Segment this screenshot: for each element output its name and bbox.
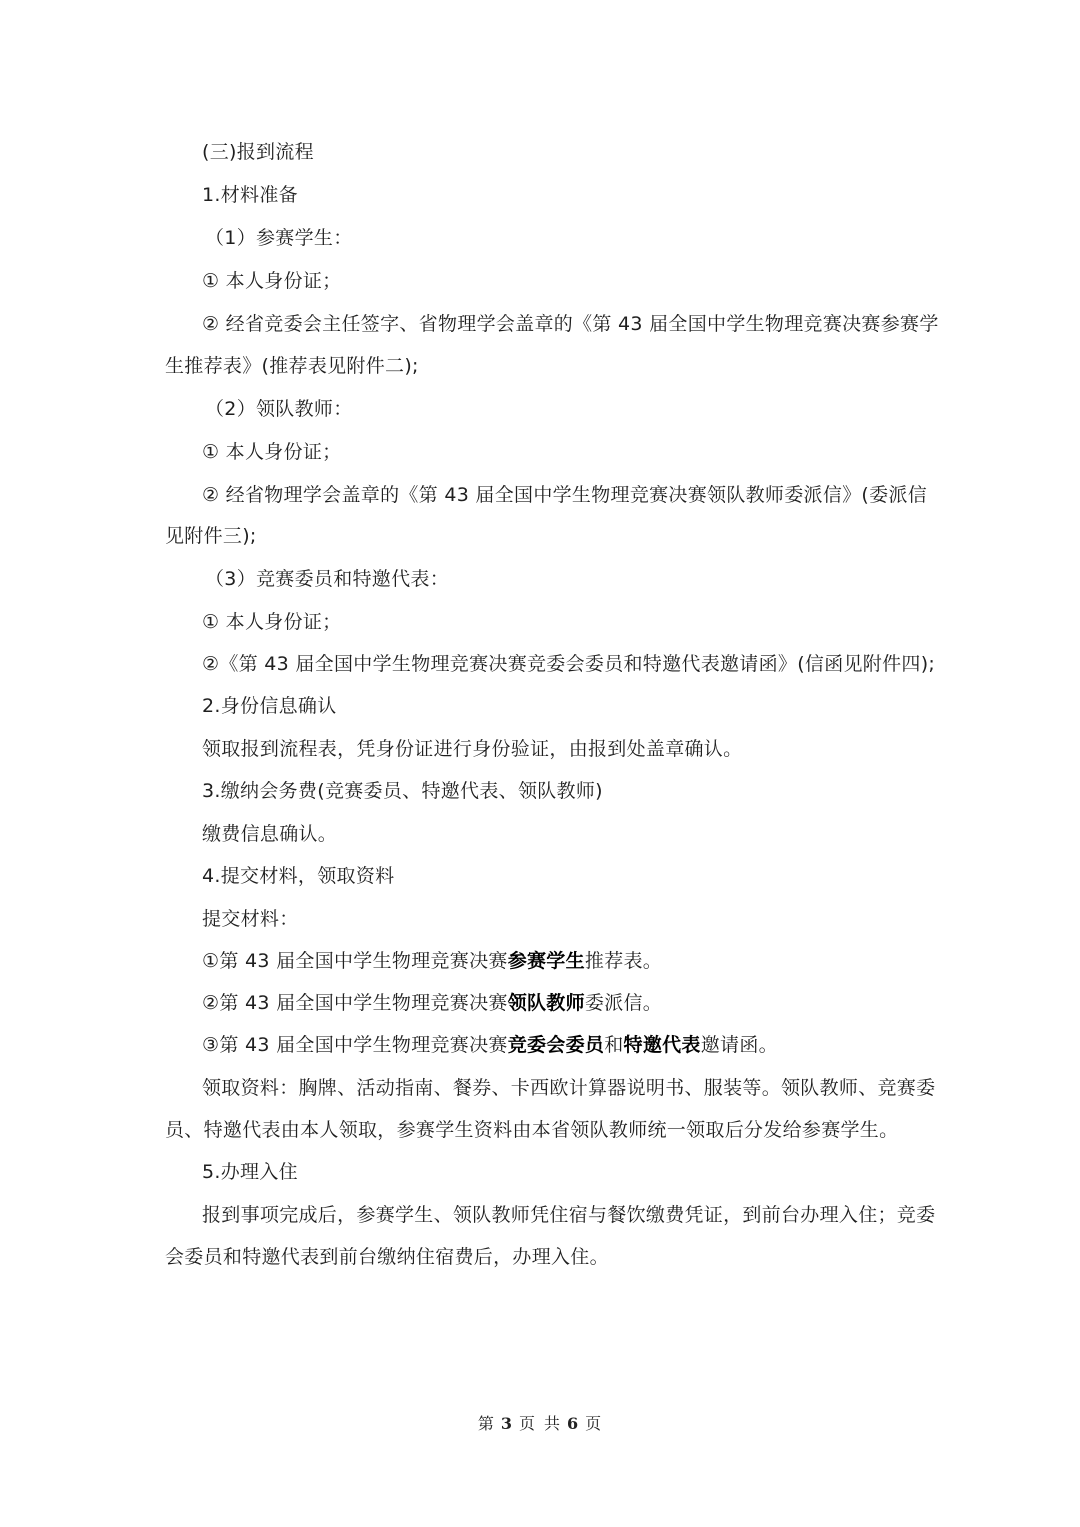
submit-item-3-suffix: 邀请函。 bbox=[700, 1034, 778, 1056]
submit-item-2-suffix: 委派信。 bbox=[584, 992, 663, 1014]
teachers-subheading: （2）领队教师： bbox=[205, 398, 353, 420]
footer-gong: 共 bbox=[544, 1414, 562, 1433]
step-1-heading: 1.材料准备 bbox=[202, 184, 298, 206]
step-3-heading: 3.缴纳会务费(竞赛委员、特邀代表、领队教师) bbox=[202, 780, 603, 802]
step-3-text: 缴费信息确认。 bbox=[202, 823, 338, 845]
footer-ye-2: 页 bbox=[585, 1414, 603, 1433]
students-item-1: ① 本人身份证； bbox=[202, 270, 342, 292]
step-2-heading: 2.身份信息确认 bbox=[202, 695, 337, 717]
committee-subheading: （3）竞赛委员和特邀代表： bbox=[205, 568, 449, 590]
teachers-item-2-line-2: 见附件三); bbox=[165, 525, 257, 547]
submit-item-2-prefix: ②第 43 届全国中学生物理竞赛决赛 bbox=[202, 992, 508, 1014]
teachers-item-2-line-1: ② 经省物理学会盖章的《第 43 届全国中学生物理竞赛决赛领队教师委派信》(委派信 bbox=[202, 484, 928, 506]
committee-item-1: ① 本人身份证； bbox=[202, 611, 342, 633]
committee-item-2: ②《第 43 届全国中学生物理竞赛决赛竞委会委员和特邀代表邀请函》(信函见附件四); bbox=[202, 653, 936, 675]
submit-item-2-bold: 领队教师 bbox=[507, 992, 585, 1014]
submit-item-1-bold: 参赛学生 bbox=[507, 950, 585, 972]
submit-item-1 bbox=[202, 949, 662, 973]
section-heading: (三)报到流程 bbox=[202, 141, 314, 163]
submit-item-1-suffix: 推荐表。 bbox=[584, 950, 663, 972]
page-footer bbox=[0, 1411, 1080, 1434]
submit-item-3-bold-2: 特邀代表 bbox=[623, 1034, 701, 1056]
submit-item-3-bold-1: 竞委会委员 bbox=[507, 1034, 605, 1056]
check-in-line-2: 会委员和特邀代表到前台缴纳住宿费后，办理入住。 bbox=[165, 1246, 609, 1268]
check-in-line-1: 报到事项完成后，参赛学生、领队教师凭住宿与餐饮缴费凭证，到前台办理入住；竞委 bbox=[202, 1204, 936, 1226]
submit-item-2 bbox=[202, 991, 662, 1015]
students-subheading: （1）参赛学生： bbox=[205, 227, 353, 249]
teachers-item-1: ① 本人身份证； bbox=[202, 441, 342, 463]
step-5-heading: 5.办理入住 bbox=[202, 1161, 298, 1183]
students-item-2-line-1: ② 经省竞委会主任签字、省物理学会盖章的《第 43 届全国中学生物理竞赛决赛参赛学 bbox=[202, 313, 939, 335]
submit-item-3-mid: 和 bbox=[604, 1034, 624, 1056]
step-4-heading: 4.提交材料，领取资料 bbox=[202, 865, 395, 887]
receive-materials-line-2: 员、特邀代表由本人领取，参赛学生资料由本省领队教师统一领取后分发给参赛学生。 bbox=[165, 1119, 899, 1141]
receive-materials-line-1: 领取资料：胸牌、活动指南、餐券、卡西欧计算器说明书、服装等。领队教师、竞赛委 bbox=[202, 1077, 936, 1099]
students-item-2-line-2: 生推荐表》(推荐表见附件二); bbox=[165, 355, 419, 377]
submit-item-1-prefix: ①第 43 届全国中学生物理竞赛决赛 bbox=[202, 950, 508, 972]
step-2-text: 领取报到流程表，凭身份证进行身份验证，由报到处盖章确认。 bbox=[202, 738, 743, 760]
submit-item-3 bbox=[202, 1033, 778, 1057]
footer-di: 第 bbox=[477, 1414, 495, 1433]
submit-label: 提交材料： bbox=[202, 908, 299, 930]
submit-item-3-prefix: ③第 43 届全国中学生物理竞赛决赛 bbox=[202, 1034, 508, 1056]
footer-page-number: 3 bbox=[500, 1414, 513, 1433]
footer-total-pages: 6 bbox=[567, 1414, 580, 1433]
footer-ye-1: 页 bbox=[518, 1414, 536, 1433]
